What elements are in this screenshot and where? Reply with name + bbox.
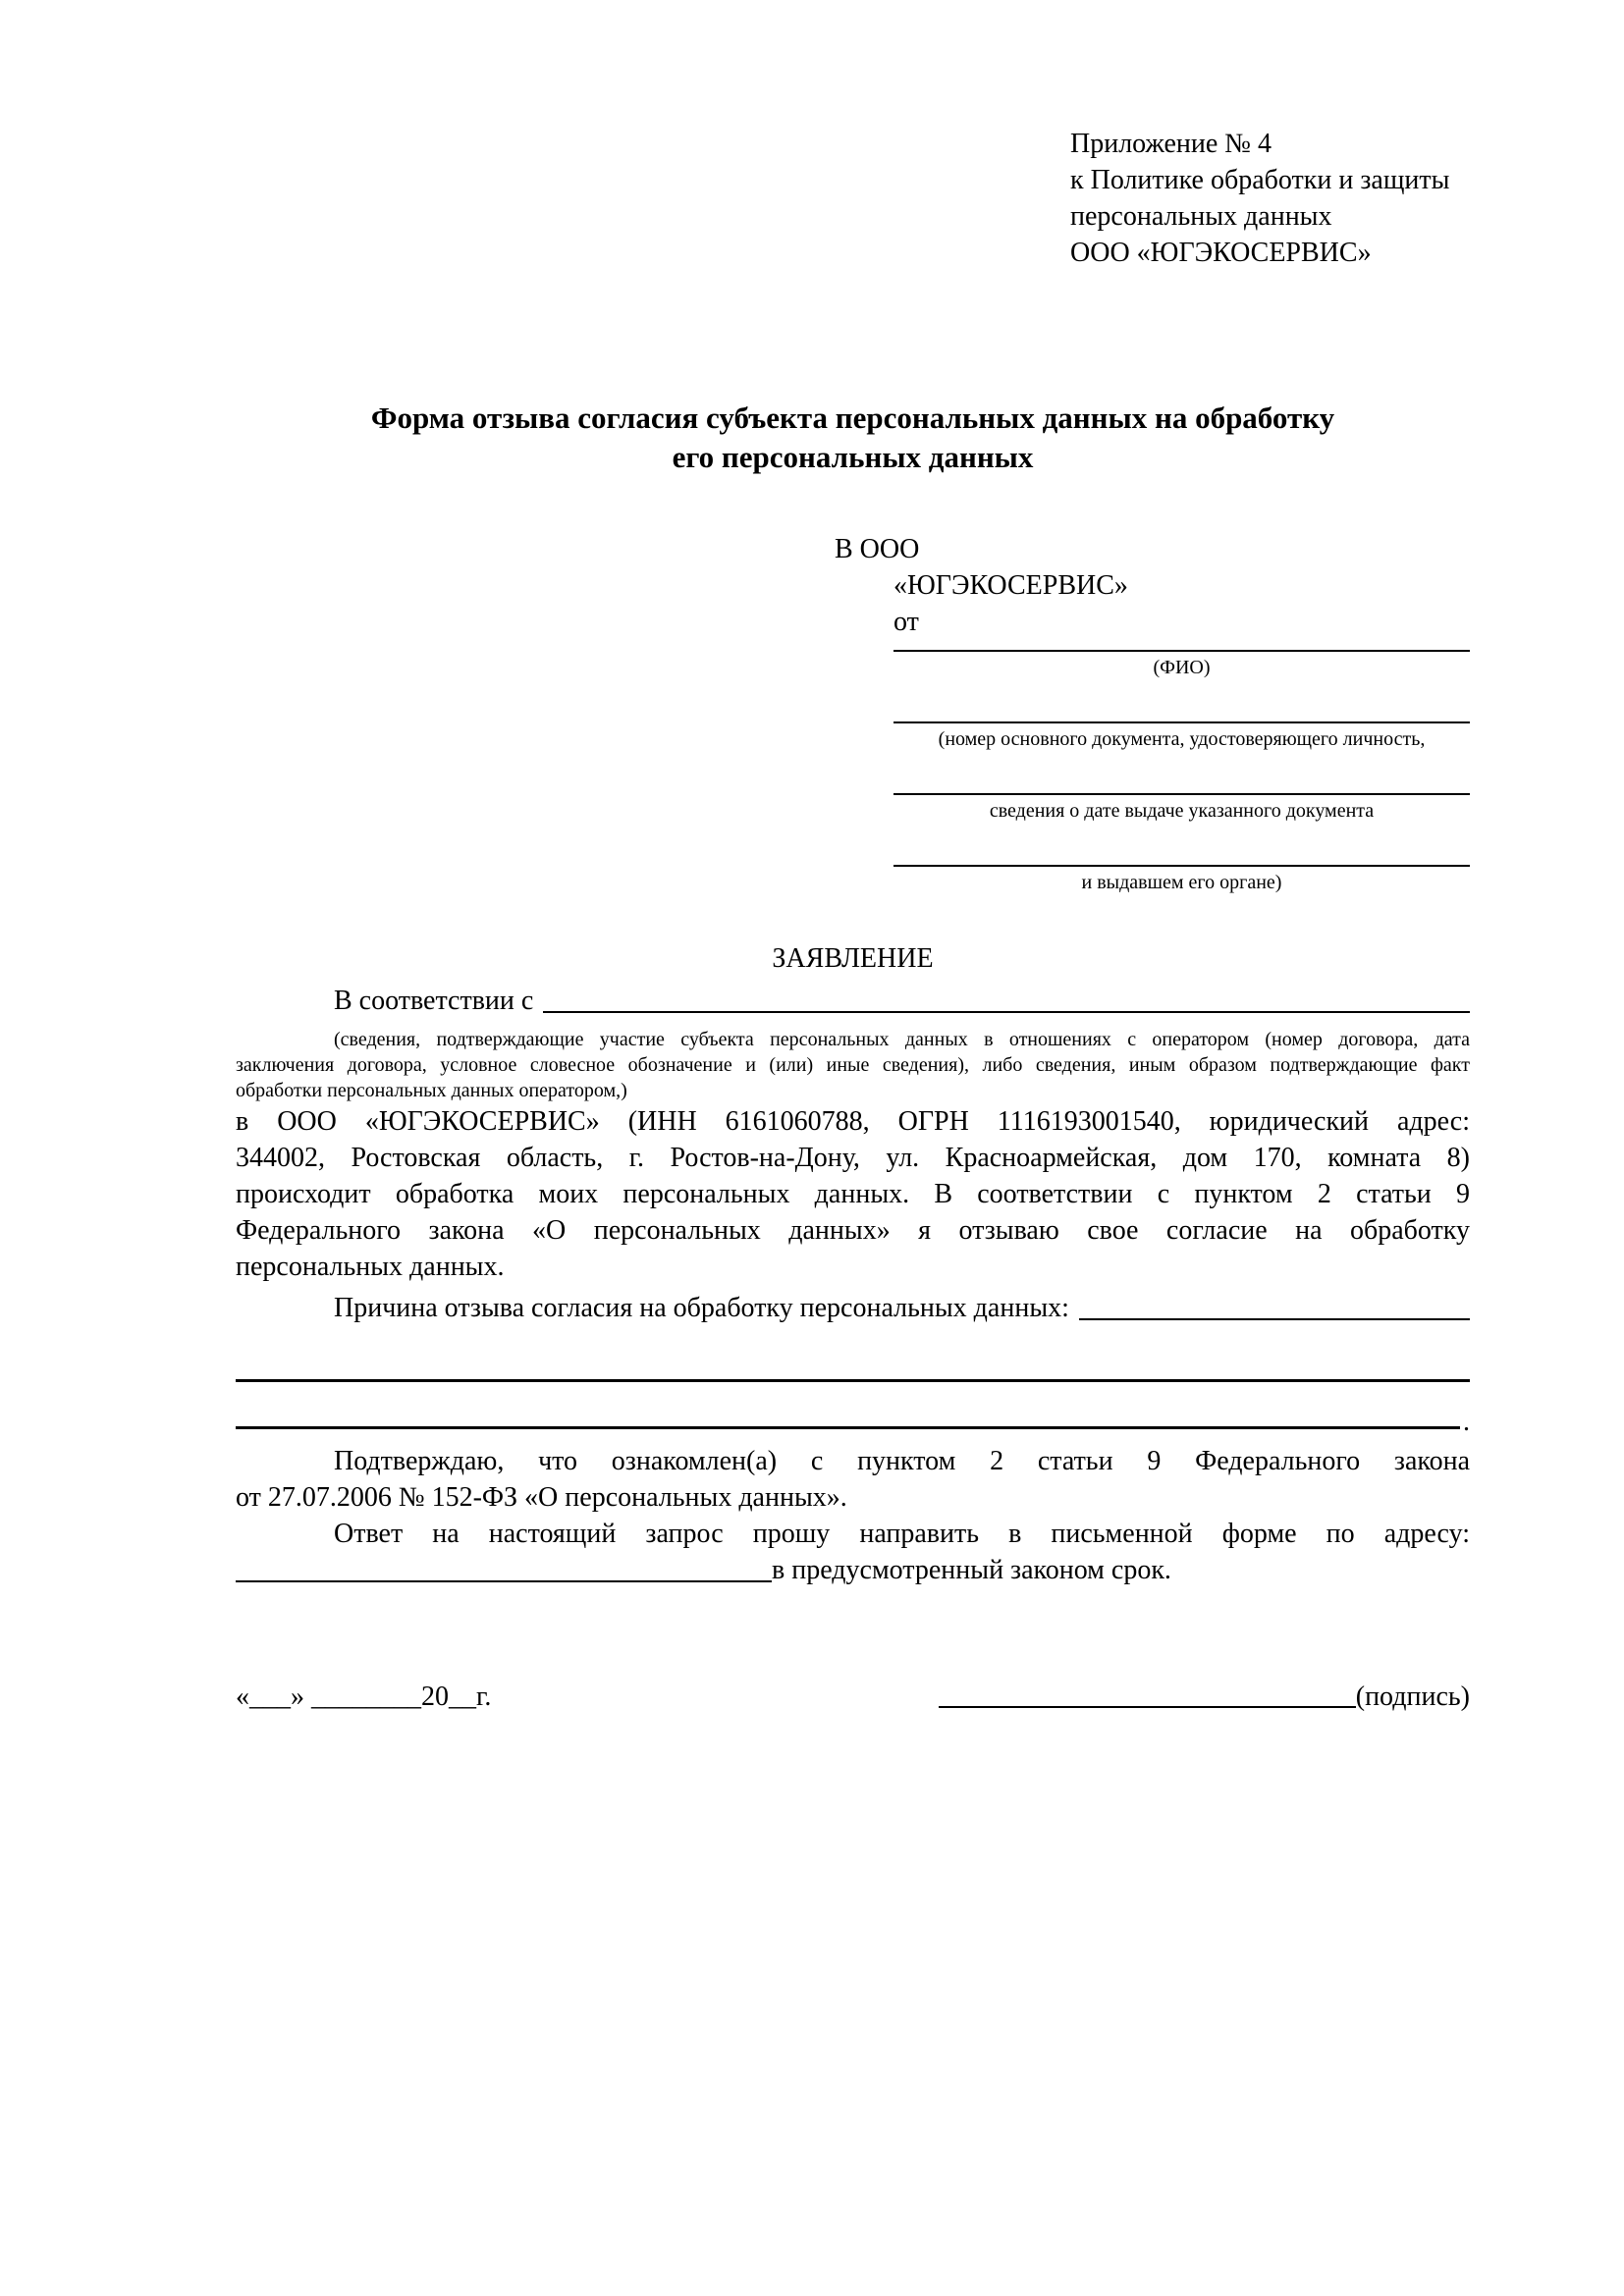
reason-prefix: Причина отзыва согласия на обработку персональных данных: [334,1293,1069,1323]
title-line-2: его персональных данных [672,440,1034,474]
confirm-line-2: от 27.07.2006 № 152-ФЗ «О персональных данных». [236,1482,847,1513]
fine-print-line-1: (сведения, подтверждающие участие субъекта персональных данных в отношениях с оператором (номер договора, дата [334,1029,1470,1050]
reason-blank-row-1 [236,1379,1470,1382]
body-line-4: Федерального закона «О персональных данных» я отзываю свое согласие на обработку [236,1215,1470,1246]
doc-issuer-field [893,865,1470,895]
fio-caption: (ФИО) [1153,657,1211,678]
address-blank-line [236,1552,772,1582]
appendix-line-1: Приложение № 4 [1070,129,1272,159]
confirm-line-1: Подтверждаю, что ознакомлен(а) с пунктом 2 статьи 9 Федерального закона [334,1446,1470,1476]
date-blank: «___» ________20__г. [236,1682,492,1712]
body-line-2: 344002, Ростовская область, г. Ростов-на-Дону, ул. Красноармейская, дом 170, комната 8) [236,1143,1470,1173]
appendix-line-4: ООО «ЮГЭКОСЕРВИС» [1070,238,1372,268]
confirm-paragraph [236,1443,1470,1516]
reply-suffix: в предусмотренный законом срок. [772,1555,1171,1585]
doc-issue-date-field [893,793,1470,824]
fine-print-line-2: заключения договора, условное словесное обозначение и (или) иные сведения), либо сведения, иным образом подтверждающие факт [236,1054,1470,1076]
doc-number-blank-line [893,721,1470,723]
intro-prefix: В соответствии с [334,986,534,1016]
reason-blank-line [1079,1290,1470,1320]
period-mark: . [1463,1407,1470,1437]
fio-field [893,650,1470,680]
body-line-3: происходит обработка моих персональных данных. В соответствии с пунктом 2 статьи 9 [236,1179,1470,1209]
signature-blank-line [939,1706,1356,1708]
addressee-line-3: от [893,607,919,637]
title-line-1: Форма отзыва согласия субъекта персональных данных на обработку [370,400,1335,435]
reason-blank-row-2 [236,1408,1470,1437]
reply-line-2 [236,1552,1470,1588]
reason-line [236,1290,1470,1326]
body-paragraph [236,1103,1470,1285]
fine-print-note [236,1027,1470,1103]
addressee-line-1: В ООО [835,534,920,564]
reply-paragraph [236,1516,1470,1588]
appendix-line-3: персональных данных [1070,201,1332,232]
doc-number-field [893,721,1470,752]
body-line-5: персональных данных. [236,1252,505,1282]
signature-row [236,1679,1470,1715]
signature-caption: (подпись) [1355,1682,1470,1712]
doc-issue-date-blank-line [893,793,1470,795]
appendix-block [1070,126,1470,271]
doc-issue-date-caption: сведения о дате выдаче указанного документа [989,800,1375,822]
appendix-line-2: к Политике обработки и защиты [1070,165,1450,195]
fio-blank-line [893,650,1470,652]
body-line-1: в ООО «ЮГЭКОСЕРВИС» (ИНН 6161060788, ОГРН 1116193001540, юридический адрес: [236,1106,1470,1137]
doc-issuer-caption: и выдавшем его органе) [1081,872,1282,893]
document-title [236,399,1470,477]
addressee-line-2: «ЮГЭКОСЕРВИС» [893,570,1128,601]
intro-line [236,983,1470,1019]
intro-blank-line [543,983,1470,1013]
signature-block [939,1679,1470,1715]
reason-blank-line-2 [236,1426,1460,1429]
statement-heading: ЗАЯВЛЕНИЕ [772,943,934,974]
fine-print-line-3: обработки персональных данных оператором,) [236,1080,627,1101]
addressee-block [835,531,1470,895]
doc-issuer-blank-line [893,865,1470,867]
doc-number-caption: (номер основного документа, удостоверяющего личность, [938,728,1426,750]
reply-line-1: Ответ на настоящий запрос прошу направить в письменной форме по адресу: [334,1519,1470,1549]
